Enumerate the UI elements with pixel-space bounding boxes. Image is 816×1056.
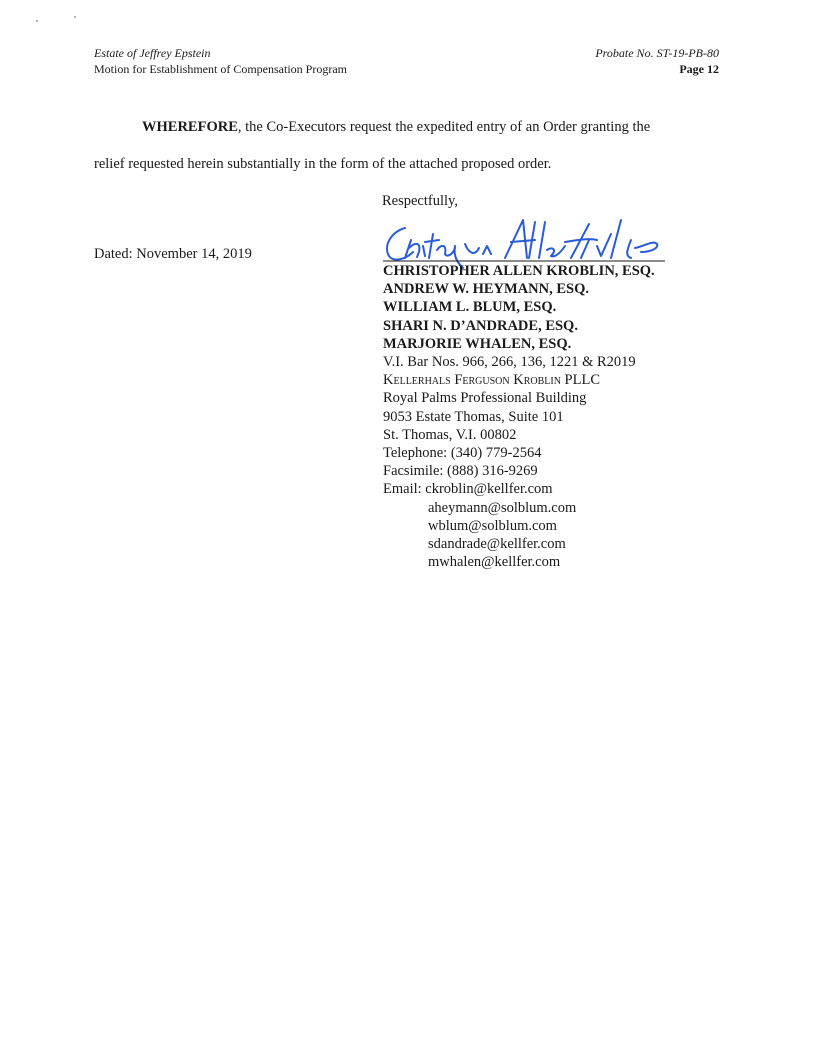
telephone: Telephone: (340) 779-2564: [383, 445, 542, 462]
dated-line: Dated: November 14, 2019: [94, 246, 252, 262]
handwritten-signature: [375, 210, 675, 270]
counsel-name: ANDREW W. HEYMANN, ESQ.: [383, 281, 589, 298]
scan-speck: [74, 16, 76, 18]
header-left: [94, 45, 347, 77]
address-line: 9053 Estate Thomas, Suite 101: [383, 408, 564, 425]
counsel-name: SHARI N. D’ANDRADE, ESQ.: [383, 317, 578, 334]
email-address: mwhalen@kellfer.com: [428, 554, 561, 571]
facsimile: Facsimile: (888) 316-9269: [383, 463, 538, 480]
law-firm-name: Kellerhals Ferguson Kroblin PLLC: [383, 372, 600, 389]
wherefore-text: , the Co-Executors request the expedited entry of an Order granting the: [237, 119, 651, 135]
email-address: sdandrade@kellfer.com: [428, 536, 566, 553]
signature-block: [383, 262, 655, 571]
address-line: Royal Palms Professional Building: [383, 390, 587, 407]
probate-number: Probate No. ST-19-PB-80: [595, 46, 719, 60]
address-line: St. Thomas, V.I. 00802: [383, 426, 517, 443]
document-title: Motion for Establishment of Compensation Program: [94, 62, 347, 76]
counsel-name: WILLIAM L. BLUM, ESQ.: [383, 299, 557, 316]
scan-speck: [36, 20, 38, 22]
email-address: wblum@solblum.com: [428, 517, 557, 534]
closing-respectfully: Respectfully,: [382, 193, 458, 209]
email-line: Email: ckroblin@kellfer.com: [383, 481, 553, 498]
counsel-name: MARJORIE WHALEN, ESQ.: [383, 335, 572, 352]
case-caption: Estate of Jeffrey Epstein: [94, 46, 211, 60]
page-number: Page 12: [679, 62, 719, 76]
bar-numbers: V.I. Bar Nos. 966, 266, 136, 1221 & R2019: [383, 354, 636, 371]
email-address: aheymann@solblum.com: [428, 499, 577, 516]
wherefore-keyword: WHEREFORE: [142, 119, 238, 135]
counsel-name: CHRISTOPHER ALLEN KROBLIN, ESQ.: [383, 263, 655, 279]
wherefore-line-1: [142, 118, 650, 136]
wherefore-line-2: relief requested herein substantially in the form of the attached proposed order.: [94, 156, 552, 172]
header-right: [595, 45, 719, 77]
